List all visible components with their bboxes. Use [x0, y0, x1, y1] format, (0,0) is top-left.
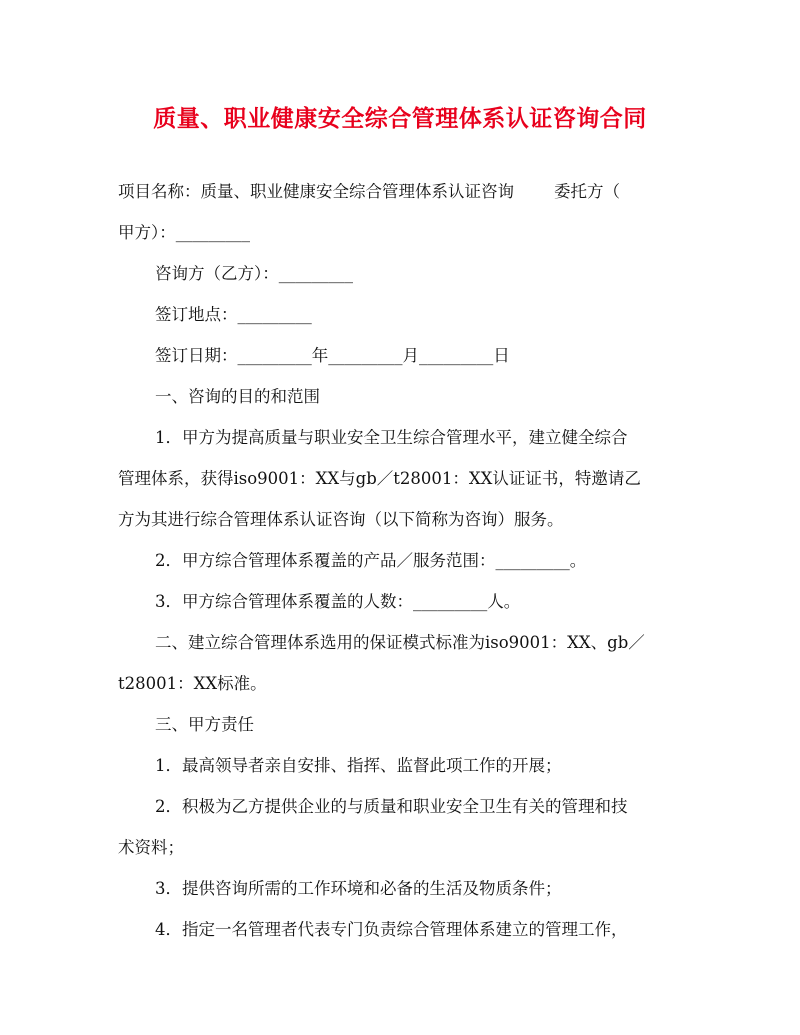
paragraph-line: 管理体系，获得iso9001：XX与gb／t28001：XX认证证书，特邀请乙 [118, 469, 641, 488]
paragraph-line: 2．甲方综合管理体系覆盖的产品／服务范围：_________。 [155, 551, 587, 570]
paragraph-line: t28001：XX标准。 [118, 674, 267, 693]
project-name-line [118, 181, 620, 203]
paragraph-line: 方为其进行综合管理体系认证咨询（以下简称为咨询）服务。 [118, 510, 564, 529]
paragraph-line: 4．指定一名管理者代表专门负责综合管理体系建立的管理工作， [155, 920, 628, 939]
paragraph-line: 1．甲方为提高质量与职业安全卫生综合管理水平，建立健全综合 [155, 428, 628, 447]
section-heading-3: 三、甲方责任 [155, 715, 254, 734]
paragraph-line: 3．甲方综合管理体系覆盖的人数：_________人。 [155, 592, 521, 611]
project-name-text: 项目名称：质量、职业健康安全综合管理体系认证咨询 [118, 182, 514, 201]
signing-place-line: 签订地点：_________ [155, 305, 312, 324]
consultant-party-line: 咨询方（乙方）：_________ [155, 264, 353, 283]
section-heading-2: 二、建立综合管理体系选用的保证模式标准为iso9001：XX、gb／ [155, 633, 645, 652]
document-title: 质量、职业健康安全综合管理体系认证咨询合同 [153, 105, 647, 132]
client-party-line: 甲方）：_________ [118, 223, 250, 242]
section-heading-1: 一、咨询的目的和范围 [155, 387, 320, 406]
paragraph-line: 3．提供咨询所需的工作环境和必备的生活及物质条件； [155, 879, 562, 898]
paragraph-line: 1．最高领导者亲自安排、指挥、监督此项工作的开展； [155, 756, 562, 775]
client-label-text: 委托方（ [554, 182, 620, 201]
paragraph-line: 2．积极为乙方提供企业的与质量和职业安全卫生有关的管理和技 [155, 797, 628, 816]
signing-date-line: 签订日期：_________年_________月_________日 [155, 346, 510, 365]
paragraph-line: 术资料； [118, 838, 184, 857]
